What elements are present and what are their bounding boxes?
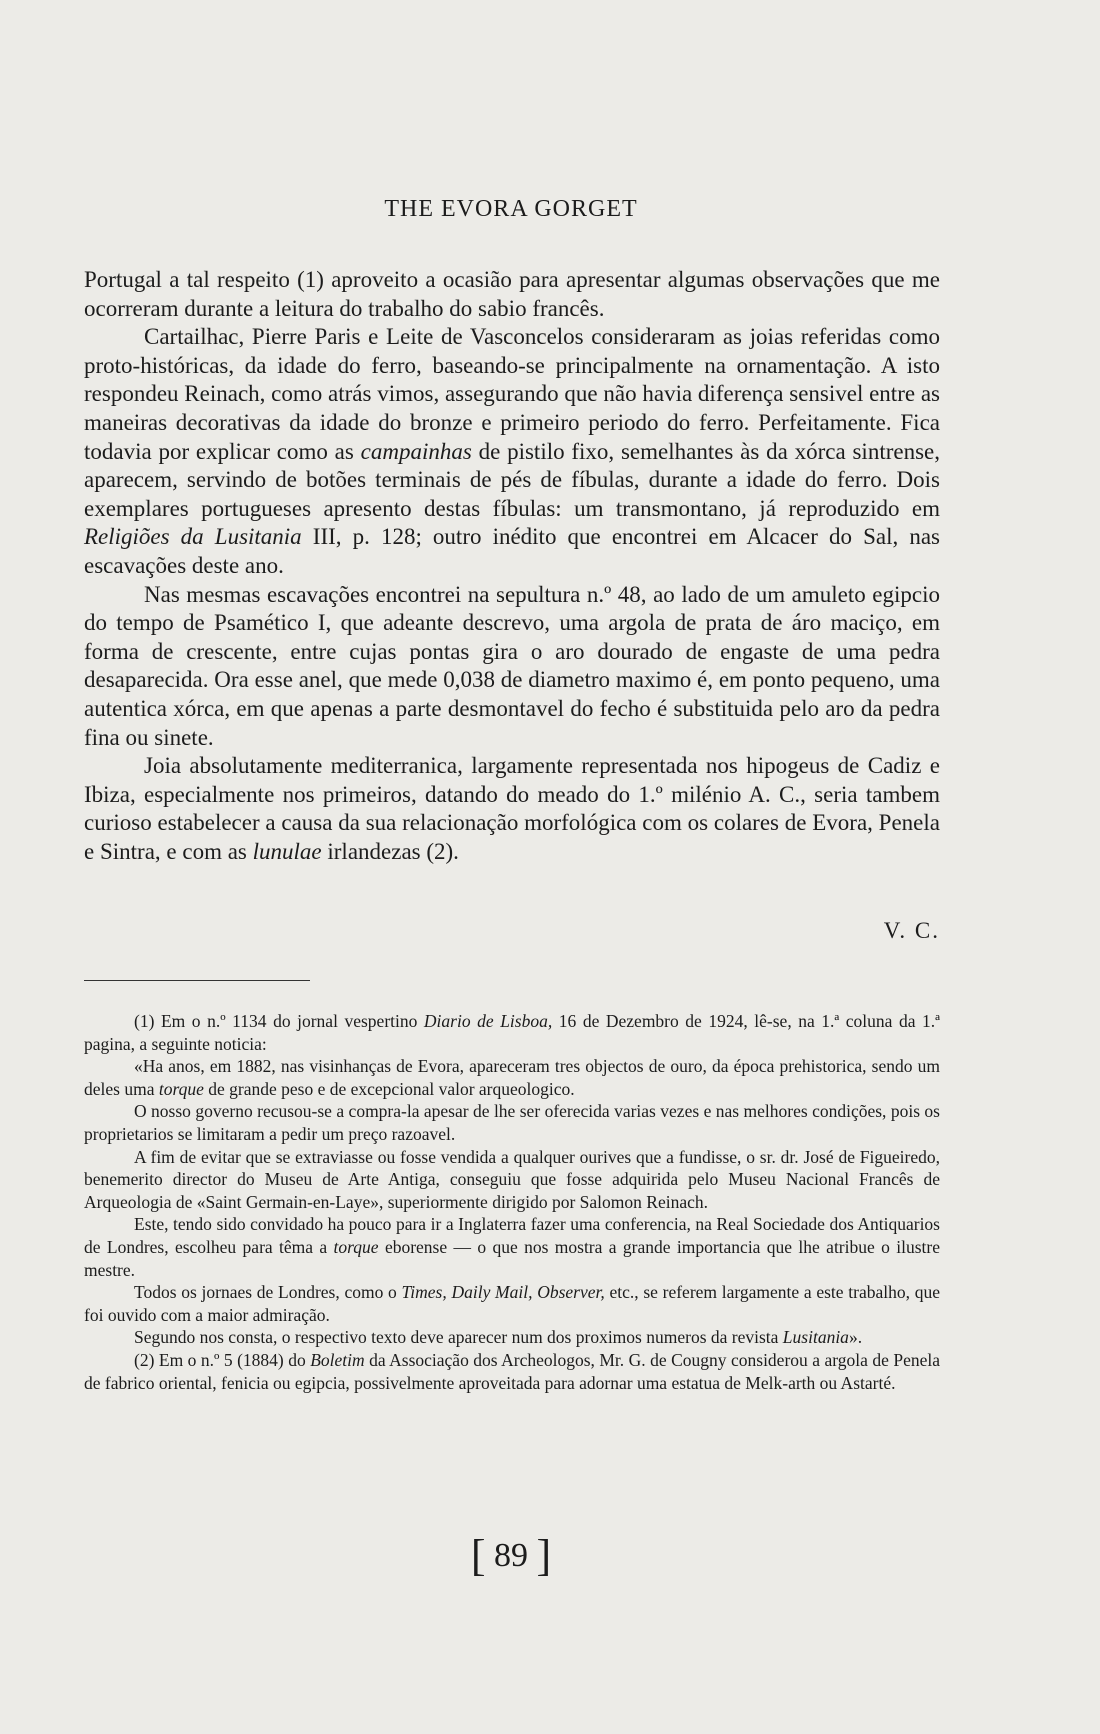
paragraph-2: Cartailhac, Pierre Paris e Leite de Vasconcelos consideraram as joias referidas como proto-históricas, da idade do ferro, baseando-se principalmente na ornamentação. A isto respondeu Reinach, como atrás vimos, assegurando que não havia diferença sensivel entre as maneiras decorativas da idade do bronze e primeiro periodo do ferro. Perfeitamente. Fica todavia por explicar como as campainhas de pistilo fixo, semelhantes às da xórca sintrense, aparecem, servindo de botões terminais de pés de fíbulas, durante a idade do ferro. Dois exemplares portugueses apresento destas fíbulas: um transmontano, já reproduzido em Religiões da Lusitania III, p. 128; outro inédito que encontrei em Alcacer do Sal, nas escavações deste ano. bbox=[84, 324, 940, 578]
folio-number: 89 bbox=[494, 1537, 528, 1574]
footnote-quote-5: Todos os jornaes de Londres, como o Times, Daily Mail, Observer, etc., se referem largamente a este trabalho, que foi ouvido com a maior admiração. bbox=[84, 1282, 940, 1325]
footnote-1: (1) Em o n.º 1134 do jornal vespertino Diario de Lisboa, 16 de Dezembro de 1924, lê-se, na 1.ª coluna da 1.ª pagina, a seguinte noticia: bbox=[84, 1011, 940, 1054]
footnote-quote-1: «Ha anos, em 1882, nas visinhanças de Evora, apareceram tres objectos de ouro, da época prehistorica, sendo um deles uma torque de grande peso e de excepcional valor arqueologico. bbox=[84, 1056, 940, 1099]
footnote-quote-2: O nosso governo recusou-se a compra-la apesar de lhe ser oferecida varias vezes e nas melhores condições, pois os proprietarios se limitaram a pedir um preço razoavel. bbox=[84, 1101, 940, 1144]
paragraph-4: Joia absolutamente mediterranica, largamente representada nos hipogeus de Cadiz e Ibiza, especialmente nos primeiros, datando do meado do 1.º milénio A. C., seria tambem curioso estabelecer a causa da sua relacionação morfológica com os colares de Evora, Penela e Sintra, e com as lunulae irlandezas (2). bbox=[84, 753, 940, 864]
footnote-quote-3: A fim de evitar que se extraviasse ou fosse vendida a qualquer ourives que a fundisse, o sr. dr. José de Figueiredo, benemerito director do Museu de Arte Antiga, conseguiu que fosse adquirida pelo Museu Nacional Francês de Arqueologia de «Saint Germain-en-Laye», superiormente dirigido por Salomon Reinach. bbox=[84, 1146, 940, 1212]
paragraph-3: Nas mesmas escavações encontrei na sepultura n.º 48, ao lado de um amuleto egipcio do tempo de Psamético I, que adeante descrevo, uma argola de prata de áro maciço, em forma de crescente, entre cujas pontas gira o aro dourado de engaste de uma pedra desaparecida. Ora esse anel, que mede 0,038 de diametro maximo é, em ponto pequeno, uma autentica xórca, em que apenas a parte desmontavel do fecho é substituida pelo aro da pedra fina ou sinete. bbox=[84, 581, 940, 750]
footnote-2: (2) Em o n.º 5 (1884) do Boletim da Associação dos Archeologos, Mr. G. de Cougny considerou a argola de Penela de fabrico oriental, fenicia ou egipcia, possivelmente aproveitada para adornar uma estatua de Melk-arth ou Astarté. bbox=[84, 1349, 940, 1393]
footnote-quote-6: Segundo nos consta, o respectivo texto deve aparecer num dos proximos numeros da revista Lusitania». bbox=[134, 1327, 863, 1348]
paragraph-1: Portugal a tal respeito (1) aproveito a ocasião para apresentar algumas observações que me ocorreram durante a leitura do trabalho do sabio francês. bbox=[84, 267, 940, 321]
folio-open-bracket: [ bbox=[470, 1531, 486, 1580]
footnote-quote-4: Este, tendo sido convidado ha pouco para ir a Inglaterra fazer uma conferencia, na Real Sociedade dos Antiquarios de Londres, escolheu para têma a torque eborense — o que nos mostra a grande importancia que lhe atribue o ilustre mestre. bbox=[84, 1214, 940, 1280]
main-text bbox=[84, 266, 940, 866]
folio-close-bracket: ] bbox=[536, 1531, 552, 1580]
running-head: THE EVORA GORGET bbox=[384, 196, 638, 222]
author-signature: V. C. bbox=[883, 918, 940, 943]
page-number bbox=[0, 1530, 1022, 1581]
footnotes bbox=[84, 1010, 940, 1394]
footnote-divider bbox=[84, 980, 310, 981]
